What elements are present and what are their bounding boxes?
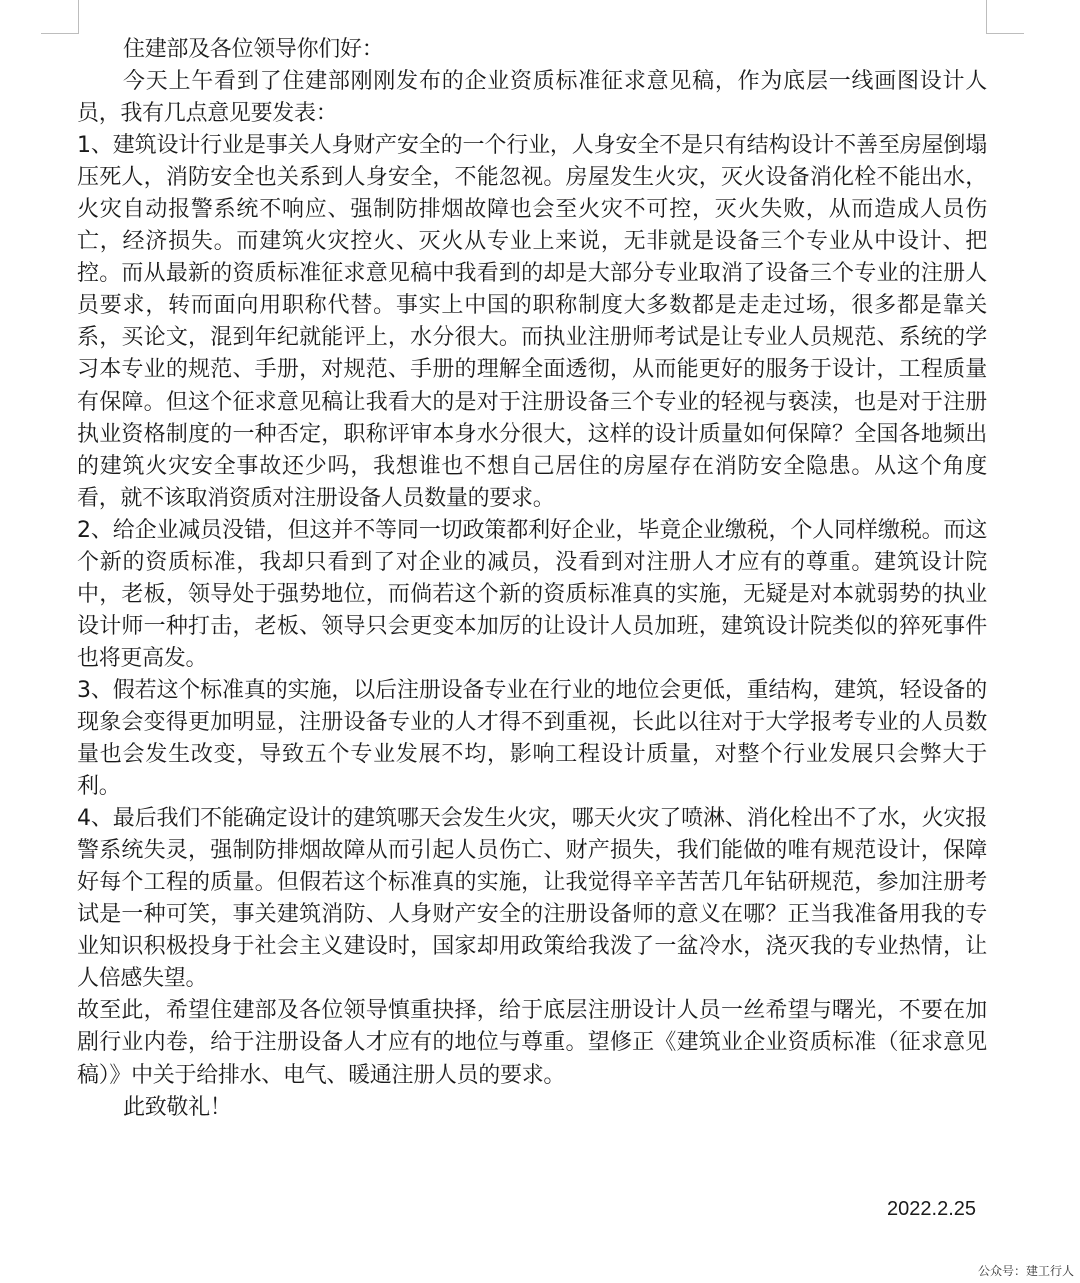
crop-mark-top-left-vertical [78,0,79,33]
point-4: 4、最后我们不能确定设计的建筑哪天会发生火灾，哪天火灾了喷淋、消化栓出不了水，火灾报警系统失灵，强制防排烟故障从而引起人员伤亡、财产损失，我们能做的唯有规范设计，保障好每个工程的质量。但假若这个标准真的实施，让我觉得辛辛苦苦几年钻研规范，参加注册考试是一种可笑，事关建筑消防、人身财产安全的注册设备师的意义在哪？正当我准备用我的专业知识积极投身于社会主义建设时，国家却用政策给我泼了一盆冷水，浇灭我的专业热情，让人倍感失望。 [77,806,987,992]
intro-paragraph: 今天上午看到了住建部刚刚发布的企业资质标准征求意见稿，作为底层一线画图设计人员，我有几点意见要发表： [77,69,987,127]
letter-body [77,34,987,1124]
salutation: 住建部及各位领导你们好： [123,37,384,62]
point-2: 2、给企业减员没错，但这并不等同一切政策都利好企业，毕竟企业缴税，个人同样缴税。而这个新的资质标准，我却只看到了对企业的减员，没看到对注册人才应有的尊重。建筑设计院中，老板，领导处于强势地位，而倘若这个新的资质标准真的实施，无疑是对本就弱势的执业设计师一种打击，老板、领导只会更变本加厉的让设计人员加班，建筑设计院类似的猝死事件也将更高发。 [77,517,987,671]
watermark-text: 公众号：建工行人 [977,1264,1074,1278]
point-1: 1、建筑设计行业是事关人身财产安全的一个行业，人身安全不是只有结构设计不善至房屋倒塌压死人，消防安全也关系到人身安全，不能忽视。房屋发生火灾，灭火设备消化栓不能出水，火灾自动报警系统不响应、强制防排烟故障也会至火灾不可控，灭火失败，从而造成人员伤亡，经济损失。而建筑火灾控火、灭火从专业上来说，无非就是设备三个专业从中设计、把控。而从最新的资质标准征求意见稿中我看到的却是大部分专业取消了设备三个专业的注册人员要求，转而面向用职称代替。事实上中国的职称制度大多数都是走走过场，很多都是靠关系，买论文，混到年纪就能评上，水分很大。而执业注册师考试是让专业人员规范、系统的学习本专业的规范、手册，对规范、手册的理解全面透彻，从而能更好的服务于设计，工程质量有保障。但这个征求意见稿让我看大的是对于注册设备三个专业的轻视与亵渎，也是对于注册执业资格制度的一种否定，职称评审本身水分很大，这样的设计质量如何保障？全国各地频出的建筑火灾安全事故还少吗，我想谁也不想自己居住的房屋存在消防安全隐患。从这个角度看，就不该取消资质对注册设备人员数量的要求。 [77,133,987,511]
crop-mark-top-right-vertical [986,0,987,33]
crop-mark-top-right-horizontal [986,33,1024,34]
closing-line: 此致敬礼！ [123,1094,232,1120]
point-3: 3、假若这个标准真的实施，以后注册设备专业在行业的地位会更低，重结构，建筑，轻设备的现象会变得更加明显，注册设备专业的人才得不到重视，长此以往对于大学报考专业的人员数量也会发生改变，导致五个专业发展不均，影响工程设计质量，对整个行业发展只会弊大于利。 [77,677,987,800]
letter-date: 2022.2.25 [887,1198,976,1220]
crop-mark-top-left-horizontal [41,33,79,34]
conclusion-paragraph: 故至此，希望住建部及各位领导慎重抉择，给于底层注册设计人员一丝希望与曙光，不要在加剧行业内卷，给于注册设备人才应有的地位与尊重。望修正《建筑业企业资质标准（征求意见稿）》中关于给排水、电气、暖通注册人员的要求。 [77,998,987,1088]
